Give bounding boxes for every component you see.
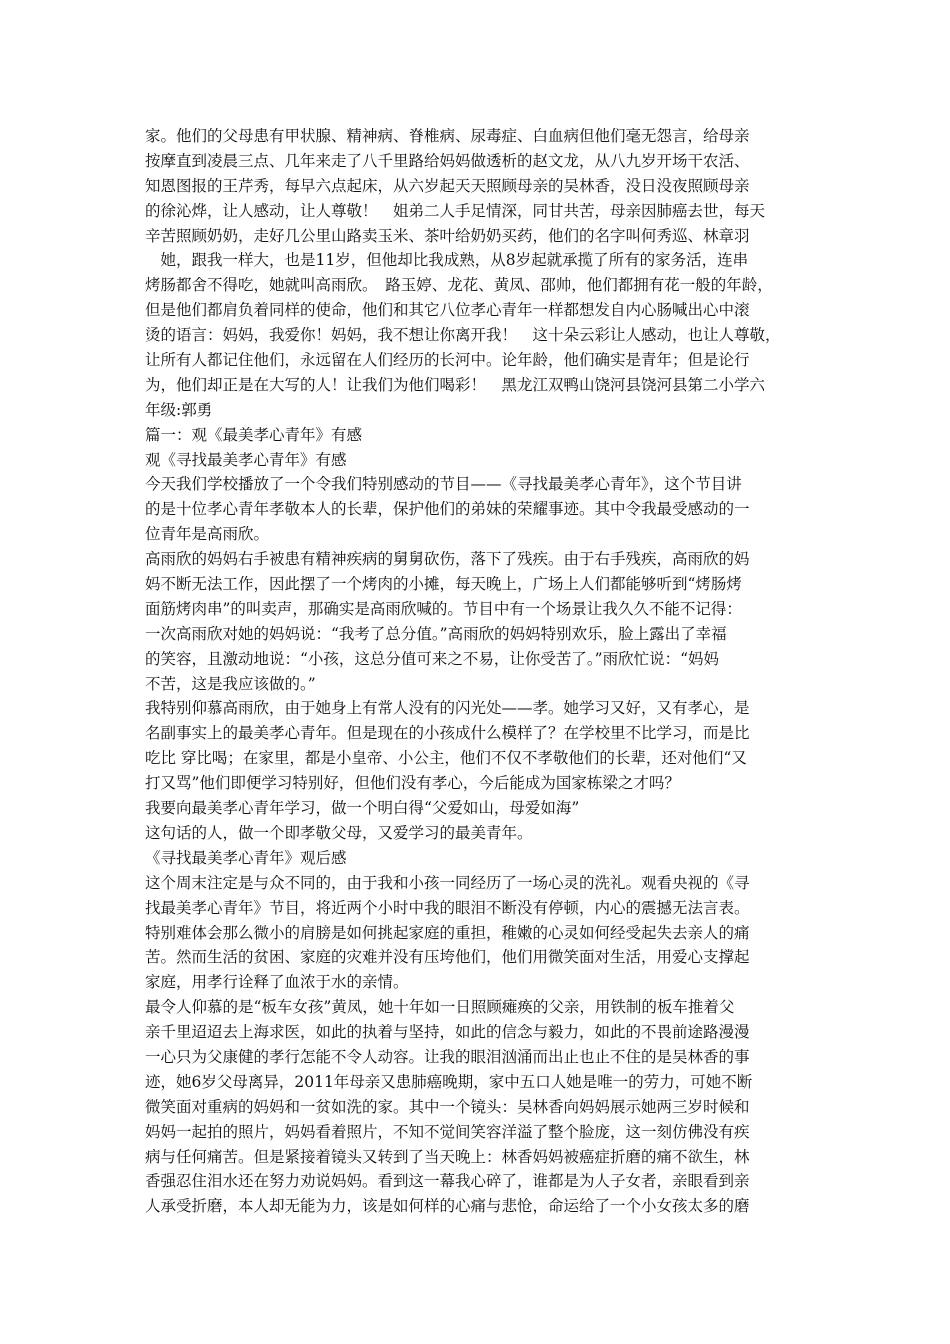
text-line: 的徐沁烨，让人感动，让人尊敬！ 姐弟二人手足情深，同甘共苦，母亲因肺癌去世，每天 — [145, 201, 766, 220]
text-line: 苦。然而生活的贫困、家庭的灾难并没有压垮他们，他们用微笑面对生活，用爱心支撑起 — [145, 948, 750, 967]
document-body-text — [145, 124, 809, 1219]
text-line: 位青年是高雨欣。 — [145, 525, 270, 544]
text-line: 的笑容，且激动地说：“小孩，这总分值可来之不易，让你受苦了。”雨欣忙说：“妈妈 — [145, 649, 720, 668]
text-line: 观《寻找最美孝心青年》有感 — [145, 450, 347, 469]
text-line: 亲千里迢迢去上海求医，如此的执着与坚持，如此的信念与毅力，如此的不畏前途路漫漫 — [145, 1023, 750, 1042]
text-line: 《寻找最美孝心青年》观后感 — [145, 848, 347, 867]
text-line: 妈不断无法工作，因此摆了一个烤肉的小摊，每天晚上，广场上人们都能够听到“烤肠烤 — [145, 575, 742, 594]
text-line: 特别难体会那么微小的肩膀是如何挑起家庭的重担，稚嫩的心灵如何经受起失去亲人的痛 — [145, 923, 750, 942]
text-line: 妈妈一起拍的照片，妈妈看着照片，不知不觉间笑容洋溢了整个脸庞，这一刻仿佛没有疾 — [145, 1122, 750, 1141]
text-line: 烤肠都舍不得吃，她就叫高雨欣。 路玉婷、龙花、黄凤、邵帅，他们都拥有花一般的年龄， — [145, 276, 773, 295]
text-line: 但是他们都肩负着同样的使命，他们和其它八位孝心青年一样都想发自内心肠喊出心中滚 — [145, 301, 750, 320]
text-line: 这个周末注定是与众不同的，由于我和小孩一同经历了一场心灵的洗礼。观看央视的《寻 — [145, 873, 750, 892]
text-line: 为，他们却正是在大写的人！让我们为他们喝彩！ 黑龙江双鸭山饶河县饶河县第二小学六 — [145, 375, 766, 394]
text-line: 名副事实上的最美孝心青年。但是现在的小孩成什么模样了？在学校里不比学习，而是比 — [145, 724, 750, 743]
text-line: 我特别仰慕高雨欣，由于她身上有常人没有的闪光处——孝。她学习又好，又有孝心，是 — [145, 699, 750, 718]
text-line: 面筋烤肉串”的叫卖声，那确实是高雨欣喊的。节目中有一个场景让我久久不能不记得： — [145, 599, 742, 618]
text-line: 她，跟我一样大，也是11岁，但他却比我成熟，从8岁起就承揽了所有的家务活，连串 — [145, 251, 749, 270]
text-line: 年级:郭勇 — [145, 400, 213, 419]
text-line: 家庭，用孝行诠释了血浓于水的亲情。 — [145, 973, 409, 992]
text-line: 按摩直到凌晨三点、几年来走了八千里路给妈妈做透析的赵文龙，从八九岁开场干农活、 — [145, 151, 750, 170]
text-line: 烫的语言：妈妈，我爱你！妈妈，我不想让你离开我！ 这十朵云彩让人感动，也让人尊敬， — [145, 326, 781, 345]
text-line: 找最美孝心青年》节目，将近两个小时中我的眼泪不断没有停顿，内心的震撼无法言表。 — [145, 898, 750, 917]
text-line: 知恩图报的王芹秀，每早六点起床，从六岁起天天照顾母亲的吴林香，没日没夜照顾母亲 — [145, 176, 750, 195]
text-line: 的是十位孝心青年孝敬本人的长辈，保护他们的弟妹的荣耀事迹。其中令我最受感动的一 — [145, 500, 750, 519]
text-line: 香强忍住泪水还在努力劝说妈妈。看到这一幕我心碎了，谁都是为人子女者，亲眼看到亲 — [145, 1172, 750, 1191]
text-line: 家。他们的父母患有甲状腺、精神病、脊椎病、尿毒症、白血病但他们毫无怨言，给母亲 — [145, 127, 750, 145]
text-line: 让所有人都记住他们，永远留在人们经历的长河中。论年龄，他们确实是青年；但是论行 — [145, 351, 750, 370]
text-line: 高雨欣的妈妈右手被患有精神疾病的舅舅砍伤，落下了残疾。由于右手残疾，高雨欣的妈 — [145, 550, 750, 569]
text-line: 病与任何痛苦。但是紧接着镜头又转到了当天晚上：林香妈妈被癌症折磨的痛不欲生，林 — [145, 1147, 750, 1166]
text-line: 一次高雨欣对她的妈妈说：“我考了总分值。”高雨欣的妈妈特别欢乐，脸上露出了幸福 — [145, 624, 727, 643]
text-line: 今天我们学校播放了一个令我们特别感动的节目——《寻找最美孝心青年》，这个节目讲 — [145, 475, 742, 494]
text-line: 辛苦照顾奶奶，走好几公里山路卖玉米、茶叶给奶奶买药，他们的名字叫何秀巡、林章羽 — [145, 226, 750, 245]
text-line: 一心只为父康健的孝行怎能不令人动容。让我的眼泪汹涌而出止也止不住的是吴林香的事 — [145, 1047, 750, 1066]
text-line: 人承受折磨，本人却无能为力，该是如何样的心痛与悲怆，命运给了一个小女孩太多的磨 — [145, 1197, 750, 1216]
text-line: 最令人仰慕的是“板车女孩”黄凤，她十年如一日照顾瘫痪的父亲，用铁制的板车推着父 — [145, 998, 735, 1017]
text-line: 这句话的人，做一个即孝敬父母，又爱学习的最美青年。 — [145, 823, 533, 842]
text-line: 我要向最美孝心青年学习，做一个明白得“父爱如山，母爱如海” — [145, 799, 580, 818]
text-line: 不苦，这是我应该做的。” — [145, 674, 316, 693]
text-line: 吃比 穿比喝；在家里，都是小皇帝、小公主，他们不仅不孝敬他们的长辈，还对他们“又 — [145, 749, 747, 768]
text-line: 迹，她6岁父母离异，2011年母亲又患肺癌晚期，家中五口人她是唯一的劳力，可她不断 — [145, 1072, 753, 1091]
text-line: 微笑面对重病的妈妈和一贫如洗的家。其中一个镜头：吴林香向妈妈展示她两三岁时候和 — [145, 1097, 750, 1116]
text-line: 篇一：观《最美孝心青年》有感 — [145, 425, 363, 444]
text-line: 打又骂”他们即便学习特别好，但他们没有孝心，今后能成为国家栋梁之才吗？ — [145, 774, 680, 793]
